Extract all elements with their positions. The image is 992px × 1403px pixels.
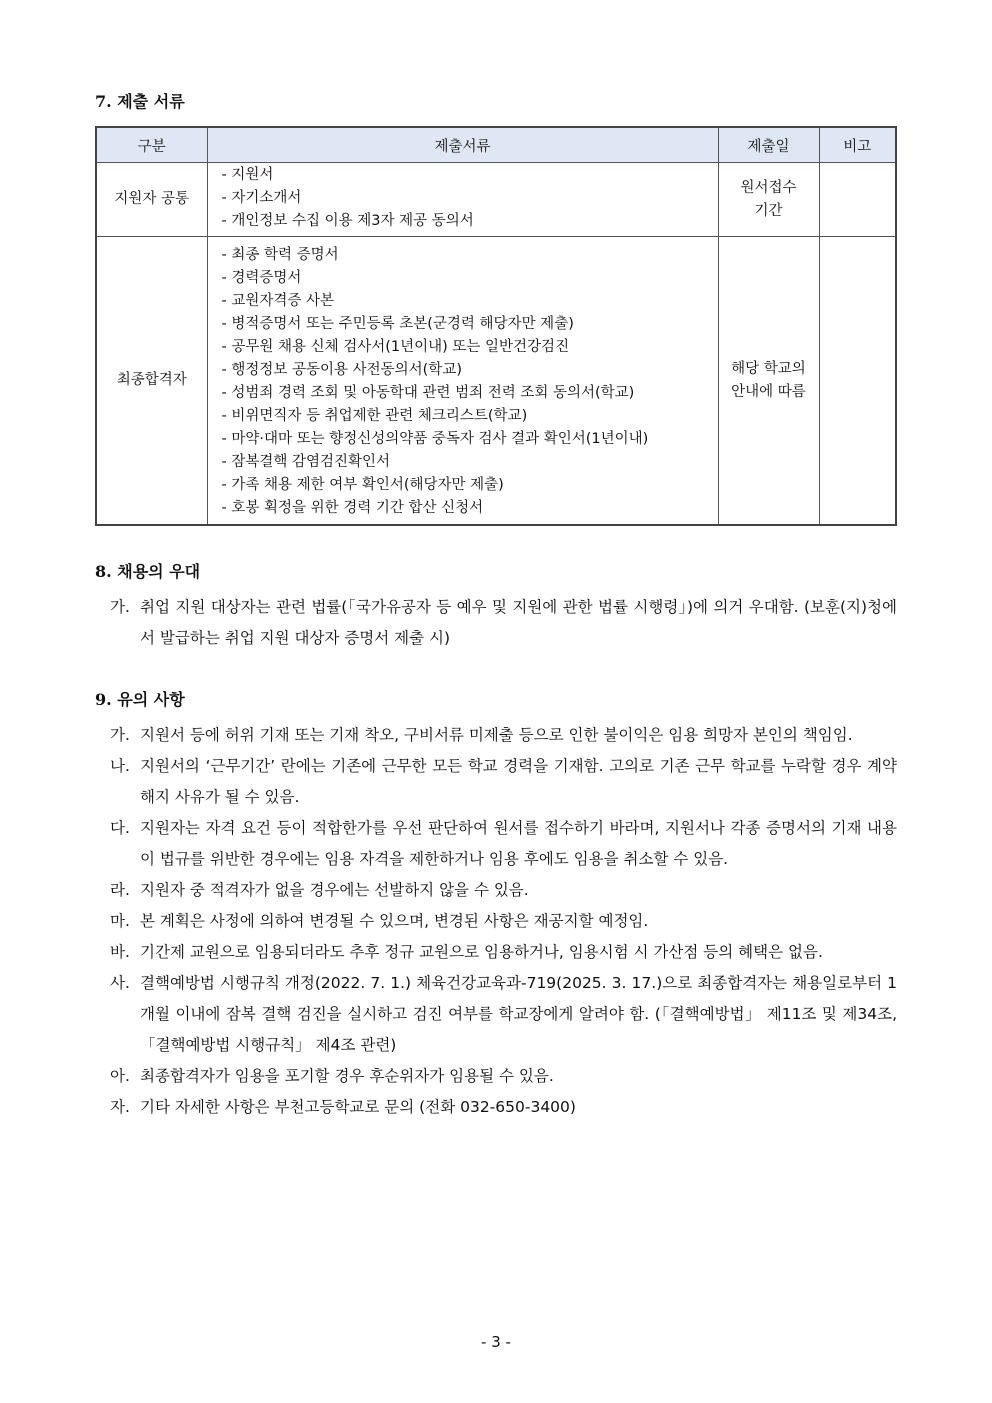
row1-date xyxy=(718,163,819,237)
table-row xyxy=(96,237,896,526)
header-category: 구분 xyxy=(96,127,207,163)
section-9-list xyxy=(95,720,897,1123)
item-text: 지원서 등에 허위 기재 또는 기재 착오, 구비서류 미제출 등으로 인한 불이익은 임용 희망자 본인의 책임임. xyxy=(140,726,853,744)
doc-item: - 경력증명서 xyxy=(221,270,302,286)
list-item xyxy=(95,751,897,813)
item-text: 기타 자세한 사항은 부천고등학교로 문의 (전화 032-650-3400) xyxy=(140,1098,576,1116)
header-remarks: 비고 xyxy=(819,127,896,163)
doc-item: - 지원서 xyxy=(221,167,274,183)
row2-documents xyxy=(207,237,718,526)
list-item xyxy=(95,592,897,654)
doc-item: - 비위면직자 등 취업제한 관련 체크리스트(학교) xyxy=(221,408,528,424)
doc-item: - 병적증명서 또는 주민등록 초본(군경력 해당자만 제출) xyxy=(221,316,574,332)
doc-item: - 행정정보 공동이용 사전동의서(학교) xyxy=(221,362,462,378)
list-item xyxy=(95,968,897,1061)
submission-documents-table xyxy=(95,126,897,526)
section-7-title: 7. 제출 서류 xyxy=(95,92,185,111)
section-9-title: 9. 유의 사항 xyxy=(95,690,185,709)
item-text: 지원자 중 적격자가 없을 경우에는 선발하지 않을 수 있음. xyxy=(140,881,529,899)
doc-item: - 호봉 획정을 위한 경력 기간 합산 신청서 xyxy=(221,500,484,516)
list-item xyxy=(95,1061,897,1092)
item-text: 취업 지원 대상자는 관련 법률(「국가유공자 등 예우 및 지원에 관한 법률 시행령」)에 의거 우대함. (보훈(지)청에서 발급하는 취업 지원 대상자 증명서 제출 시) xyxy=(140,598,897,647)
header-documents: 제출서류 xyxy=(207,127,718,163)
table-header-row xyxy=(96,127,896,163)
item-text: 최종합격자가 임용을 포기할 경우 후순위자가 임용될 수 있음. xyxy=(140,1067,554,1085)
item-label: 가. xyxy=(110,598,130,616)
list-item xyxy=(95,906,897,937)
row2-date xyxy=(718,237,819,526)
doc-item: - 가족 채용 제한 여부 확인서(해당자만 제출) xyxy=(221,477,504,493)
list-item xyxy=(95,813,897,875)
doc-item: - 최종 학력 증명서 xyxy=(221,247,339,263)
doc-item: - 개인정보 수집 이용 제3자 제공 동의서 xyxy=(221,213,474,229)
item-text: 결핵예방법 시행규칙 개정(2022. 7. 1.) 체육건강교육과-719(2025. 3. 17.)으로 최종합격자는 채용일로부터 1개월 이내에 잠복 결핵 검진을 실시하고 검진 여부를 학교장에게 알려야 함. (「결핵예방법」 제11조 및 제34조, 「결핵예방법 시행규칙」 제4조 관련) xyxy=(140,974,897,1054)
header-submission-date: 제출일 xyxy=(718,127,819,163)
item-label: 사. xyxy=(110,974,130,992)
row2-category: 최종합격자 xyxy=(96,237,207,526)
item-label: 아. xyxy=(110,1067,130,1085)
section-8-title: 8. 채용의 우대 xyxy=(95,562,201,581)
doc-item: - 공무원 채용 신체 검사서(1년이내) 또는 일반건강검진 xyxy=(221,339,570,355)
item-text: 지원서의 ‘근무기간’ 란에는 기존에 근무한 모든 학교 경력을 기재함. 고의로 기존 근무 학교를 누락할 경우 계약 해지 사유가 될 수 있음. xyxy=(140,757,897,806)
row1-documents xyxy=(207,163,718,237)
row2-date-line2: 안내에 따름 xyxy=(731,383,806,400)
table-row xyxy=(96,163,896,237)
item-label: 마. xyxy=(110,912,130,930)
item-label: 바. xyxy=(110,943,130,961)
item-label: 가. xyxy=(110,726,130,744)
page-number: - 3 - xyxy=(481,1333,511,1351)
item-label: 나. xyxy=(110,757,130,775)
doc-item: - 잠복결핵 감염검진확인서 xyxy=(221,454,391,470)
item-text: 지원자는 자격 요건 등이 적합한가를 우선 판단하여 원서를 접수하기 바라며, 지원서나 각종 증명서의 기재 내용이 법규를 위반한 경우에는 임용 자격을 제한하거나 임용 후에도 임용을 취소할 수 있음. xyxy=(140,819,897,868)
section-8-list xyxy=(95,592,897,654)
item-label: 자. xyxy=(110,1098,130,1116)
document-page xyxy=(95,88,897,1123)
row2-date-line1: 해당 학교의 xyxy=(731,360,806,377)
list-item xyxy=(95,875,897,906)
doc-item: - 성범죄 경력 조회 및 아동학대 관련 범죄 전력 조회 동의서(학교) xyxy=(221,385,635,401)
row1-category: 지원자 공통 xyxy=(96,163,207,237)
row1-date-line2: 기간 xyxy=(754,202,783,219)
doc-item: - 교원자격증 사본 xyxy=(221,293,334,309)
doc-item: - 마약·대마 또는 향정신성의약품 중독자 검사 결과 확인서(1년이내) xyxy=(221,431,649,447)
list-item xyxy=(95,720,897,751)
row2-note xyxy=(819,237,896,526)
item-label: 라. xyxy=(110,881,130,899)
doc-item: - 자기소개서 xyxy=(221,190,302,206)
item-text: 기간제 교원으로 임용되더라도 추후 정규 교원으로 임용하거나, 임용시험 시 가산점 등의 혜택은 없음. xyxy=(140,943,823,961)
item-label: 다. xyxy=(110,819,130,837)
list-item xyxy=(95,1092,897,1123)
row1-date-line1: 원서접수 xyxy=(740,179,797,196)
item-text: 본 계획은 사정에 의하여 변경될 수 있으며, 변경된 사항은 재공지할 예정임. xyxy=(140,912,649,930)
row1-note xyxy=(819,163,896,237)
list-item xyxy=(95,937,897,968)
